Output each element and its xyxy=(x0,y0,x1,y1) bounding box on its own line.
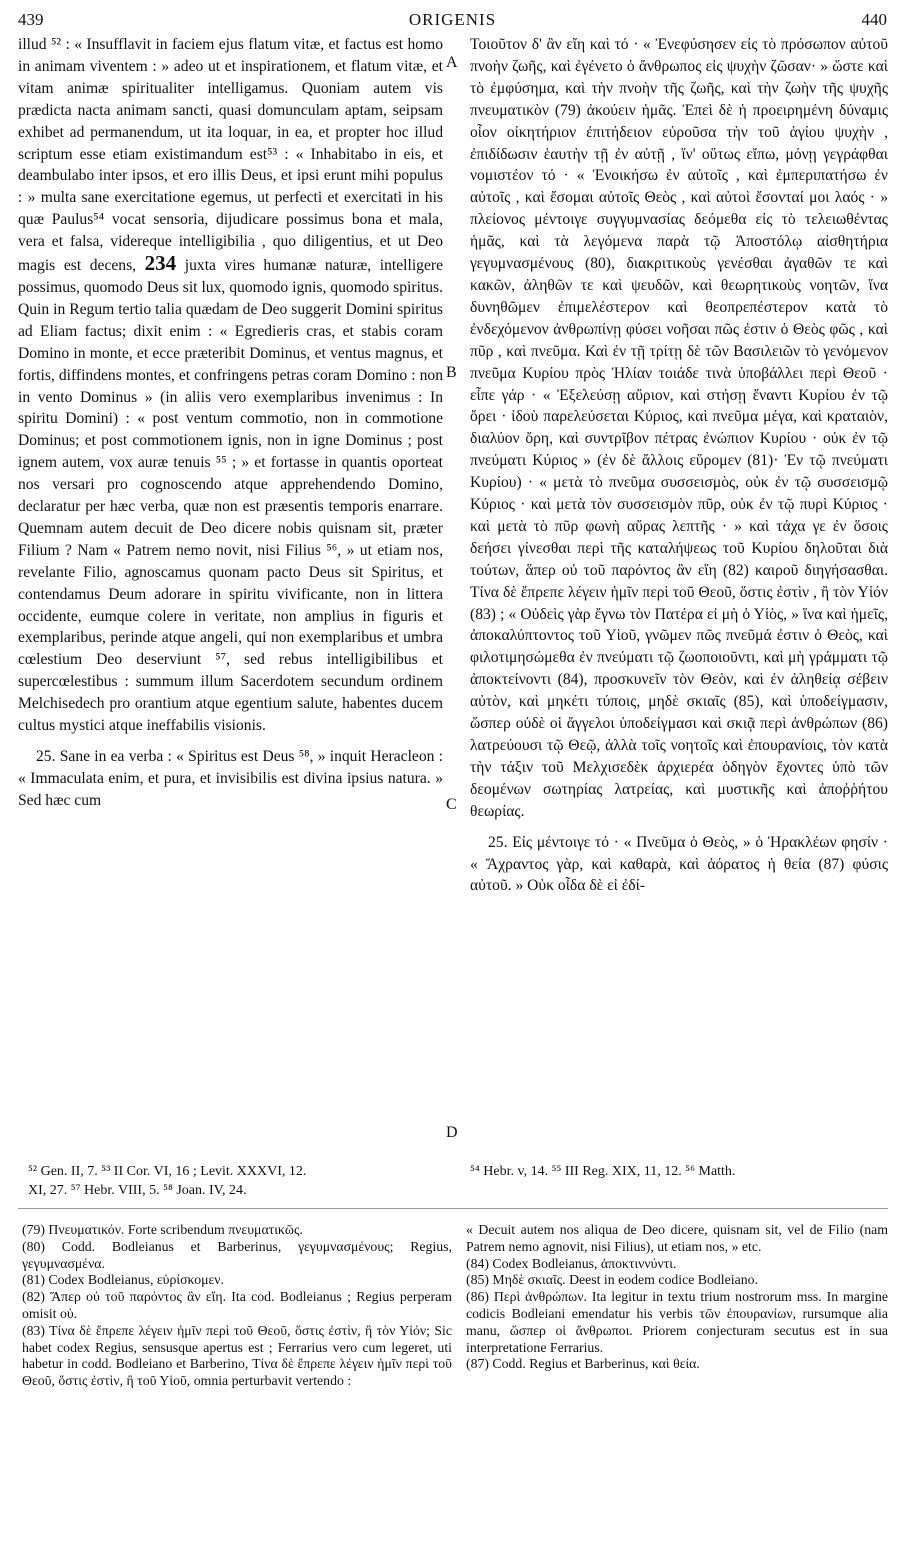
latin-text-continued: juxta vires humanæ naturæ, intelligere possimus, quomodo Deus sit lux, quomodo ignis, quomodo spiritus. Quin in Regum tertio talia quædam de Deo suggerit Domini spiritus ad Eliam factus; dixit enim : « Egredieris cras, et stabis coram Domino in monte, et ecce præteribit Dominus, et ventus magnus, et fortis, diffindens montes, et confringens petras coram Domino : non in vento Dominus » (in aliis vero exemplaribus invenimus : In spiritu Domini) : « post ventum commotio, non in commotione Dominus; et post commotionem ignis, non in igne Dominus ; post ignem autem, vox auræ tenuis ⁵⁵ ; » et fortasse in quantis oporteat nos versari pro cognoscendo atque apprehendendo Domino, declaratur per hæc verba, quæ non est præsentis temporis enarrare. Quemnam autem decuit de Deo dicere nobis quisnam sit, præter Filium ? Nam « Patrem nemo novit, nisi Filius ⁵⁶, » ut etiam nos, revelante Filio, agnoscamus quonam pacto Deus sit Spiritus, et contendamus Deum adorare in spiritu vivificante, non in littera occidente, eumque colere in veritate, non amplius in figuris et exemplaribus, perinde atque angeli, qui non exemplaribus et umbra cœlestium Deo deserviunt ⁵⁷, sed rebus intelligibilibus et supercœlestibus : summum illum Sacerdotem secundum ordinem Melchisedech pro orantium atque egentium salute, habentes ducem cultus mystici atque ineffabilis visionis. xyxy=(18,257,443,735)
latin-paragraph-25: 25. Sane in ea verba : « Spiritus est Deus ⁵⁸, » inquit Heracleon : « Immaculata enim, et pura, et invisibilis est divina ipsius natura. » Sed hæc cum xyxy=(18,748,443,809)
running-header xyxy=(18,10,887,34)
scripture-references-right xyxy=(470,1162,890,1181)
footnote-84: (84) Codex Bodleianus, ἀποκτιννύντι. xyxy=(466,1255,677,1271)
footnote-82: (82) Ἅπερ οὐ τοῦ παρόντος ἂν εἴη. Ita cod. Bodleianus ; Regius perperam omisit οὐ. xyxy=(22,1289,452,1321)
latin-column xyxy=(18,34,443,812)
footnote-80: (80) Codd. Bodleianus et Barberinus, γεγυμνασμένους; Regius, γεγυμνασμένα. xyxy=(22,1238,452,1271)
footnote-81: (81) Codex Bodleianus, εὑρίσκομεν. xyxy=(22,1272,224,1288)
margin-letter-b: B xyxy=(446,364,457,381)
margin-letter-c: C xyxy=(446,796,457,813)
greek-column xyxy=(470,34,888,897)
footnote-79: (79) Πνευματικόν. Forte scribendum πνευματικῶς. xyxy=(22,1222,303,1237)
reference-line: ⁵² Gen. II, 7. ⁵³ II Cor. VI, 16 ; Levit. XXXVI, 12. xyxy=(28,1164,307,1179)
margin-letter-d: D xyxy=(446,1124,458,1141)
footnotes-right xyxy=(466,1222,888,1373)
latin-text: illud ⁵² : « Insufflavit in faciem ejus flatum vitæ, et factus est homo in animam viventem : » adeo ut et inspirationem, et flatum vitæ, et vitam animæ spiritualiter intelligamus. Quoniam autem vis prædicta nacta animam sancti, quasi domunculam aptam, seipsam exhibet ad permanendum, ut ita loquar, in ea, et propter hoc illud scriptum esse etiam existimandum est⁵³ : « Inhabitabo in eis, et deambulabo inter ipsos, et ero illis Deus, et ipsi erunt mihi populus : » multa sane exercitatione egemus, ut perfecti et exercitati in his quæ Paulus⁵⁴ vocat sensoria, dijudicare possimus bona et mala, vera et falsa, videreque intelligibilia , quo diligentius, et ut Deo magis est decens, xyxy=(18,36,443,275)
footnote-divider xyxy=(18,1208,888,1209)
footnote-83-continued: « Decuit autem nos aliqua de Deo dicere, quisnam sit, vel de Filio (nam Patrem nemo agnovit, nisi Filius), ut etiam nos, » etc. xyxy=(466,1222,888,1254)
greek-paragraph-25: 25. Εἰς μέντοιγε τό · « Πνεῦμα ὁ Θεὸς, » ὁ Ἡρακλέων φησίν · « Ἄχραντος γὰρ, καὶ καθαρὰ, καὶ ἀόρατος ἡ θεία (87) φύσις αὐτοῦ. » Οὐκ οἶδα δὲ εἰ ἐδί- xyxy=(470,833,888,895)
footnote-83: (83) Τίνα δὲ ἔπρεπε λέγειν ἡμῖν περὶ τοῦ Θεοῦ, ὅστις ἐστὶν, ἢ τὸν Υἱόν; Sic habet codex Regius, sensusque apertus est ; Ferrarius vero cum legeret, uti habetur in codd. Bodleiano et Barberino, Τίνα δὲ ἔπρεπε λέγειν ἡμῖν περὶ τοῦ Θεοῦ, ὅστις ἐστὶν, ἢ τοῦ Υἱοῦ, omnia perturbavit vertendo : xyxy=(22,1322,452,1389)
page-number-right: 440 xyxy=(861,10,887,29)
footnote-85: (85) Μηδὲ σκιαῖς. Deest in eodem codice Bodleiano. xyxy=(466,1272,758,1288)
running-title: ORIGENIS xyxy=(408,10,497,29)
margin-letter-a: A xyxy=(446,54,458,71)
page-number-left: 439 xyxy=(18,10,44,29)
footnote-86: (86) Περὶ ἀνθρώπων. Ita legitur in textu trium nostrorum mss. In margine codicis Bodleiani emendatur his verbis τῶν ἐπουρανίων, rursumque alia manu, ὥσπερ οἱ ἄνθρωποι. Priorem conjecturam secutus est in sua interpretatione Ferrarius. xyxy=(466,1289,888,1355)
migne-page-number: 234 xyxy=(144,251,177,276)
greek-paragraph: Τοιοῦτον δ' ἂν εἴη καὶ τό · « Ἐνεφύσησεν εἰς τὸ πρόσωπον αὐτοῦ πνοὴν ζωῆς, καὶ ἐγένετο ὁ ἄνθρωπος εἰς ψυχὴν ζῶσαν· » ὥστε καὶ τὸ ἐμφύσημα, καὶ τὴν πνοὴν τῆς ζωῆς, καὶ τὴν ζωὴν τῆς ψυχῆς πνευματικὸν (79) ἀκούειν ἡμᾶς. Ἐπεὶ δὲ ἡ προειρημένη δύναμις οἷον οἰκητήριον ἐπιτήδειον εὑροῦσα τὴν τοῦ ἁγίου ψυχὴν , ἐπιδίδωσιν ἑαυτὴν τῇ ἐν αὐτῇ , ἵν' οὕτως εἴπω, μόνῃ γεγράφθαι νομιστέον τό · « Ἐνοικήσω ἐν αὐτοῖς , καὶ ἐμπεριπατήσω ἐν αὐτοῖς , καὶ ἔσομαι αὐτοῖς Θεὸς , καὶ αὐτοὶ ἔσονταί μοι λαός · » πλείονος μέντοιγε συγγυμνασίας δεόμεθα εἰς τὸ τελειωθέντας ἡμᾶς, καὶ τὰ λεγόμενα παρὰ τῷ Ἀποστόλῳ αἰσθητήρια γεγυμνασμένους (80), διακριτικοὺς γενέσθαι ἀγαθῶν τε καὶ κακῶν, ἀληθῶν τε καὶ ψευδῶν, καὶ θεωρητικοὺς νοητῶν, ἵνα δυνηθῶμεν ἐπιμελέστερον καὶ θεοπρεπέστερον κατὰ τὸ ἐνδεχόμενον ἀνθρωπίνῃ φύσει νοῆσαι πῶς ἐστιν ὁ Θεὸς φῶς , καὶ πῦρ , καὶ πνεῦμα. Καὶ ἐν τῇ τρίτῃ δὲ τῶν Βασιλειῶν τὸ γενόμενον πνεῦμα Κυρίου πρὸς Ἠλίαν τοιάδε τινὰ ὑποβάλλει περὶ Θεοῦ · εἶπε γάρ · « Ἐξελεύσῃ αὔριον, καὶ στήσῃ ἔναντι Κυρίου ἐν τῷ ὄρει · ἰδοὺ παρελεύσεται Κύριος, καὶ πνεῦμα μέγα, καὶ κραταιὸν, διαλύον ὄρη, καὶ συντρῖβον πέτρας ἐνώπιον Κυρίου · οὐκ ἐν τῷ πνεύματι Κύριος » (ἐν δὲ ἄλλοις εὕρομεν (81)· Ἐν τῷ πνεύματι Κυρίου) · « μετὰ τὸ πνεῦμα συσσεισμὸς, οὐκ ἐν τῷ συσσεισμῷ Κύριος · καὶ μετὰ τὸν συσσεισμὸν πῦρ, οὐκ ἐν τῷ πυρὶ Κύριος · καὶ μετὰ τὸ πῦρ φωνὴ αὔρας λεπτῆς · » καὶ τάχα γε ἐν ὅσοις δεήσει γίνεσθαι περὶ τῆς καταλήψεως τοῦ Κυρίου δηλοῦται διὰ τούτων, ἅπερ οὐ τοῦ παρόντος ἂν εἴη (82) καιροῦ διηγήσασθαι. Τίνα δὲ ἔπρεπε λέγειν ἡμῖν περὶ τοῦ Θεοῦ, ὅστις ἐστὶν , ἢ τὸν Υἱόν (83) ; « Οὐδεὶς γὰρ ἔγνω τὸν Πατέρα εἰ μὴ ὁ Υἱὸς, » ἵνα καὶ ἡμεῖς, ἀποκαλύπτοντος τοῦ Υἱοῦ, γνῶμεν πῶς πνεῦμά ἐστιν ὁ Θεὸς, καὶ φιλοτιμησώμεθα ἐν πνεύματι τῷ ζωοποιοῦντι, καὶ μὴ γράμματι τῷ ἀποκτείνοντι (84), προσκυνεῖν τὸν Θεὸν, καὶ ἐν ἀληθείᾳ σέβειν αὐτὸν, καὶ μηκέτι τύποις, μηδὲ σκιαῖς (85), καὶ ὑποδείγμασιν, ὥσπερ οὐδὲ οἱ ἄγγελοι ὑποδείγμασι καὶ σκιᾷ περὶ ἀνθρώπων (86) λατρεύουσι τῷ Θεῷ, ἀλλὰ τοῖς νοητοῖς καὶ ἐπουρανίοις, τὸν κατὰ τὴν τάξιν τοῦ Μελχισεδὲκ ἀρχιερέα ὁδηγὸν ἔχοντες ὑπὸ τῶν δεομένων σωτηρίας λατρείας, καὶ μυστικῆς καὶ ἀποῤῥήτου θεωρίας. xyxy=(470,36,888,820)
scripture-references-left xyxy=(28,1162,448,1200)
latin-paragraph xyxy=(18,34,443,737)
footnote-87: (87) Codd. Regius et Barberinus, καὶ θεία. xyxy=(466,1356,700,1372)
footnotes-left xyxy=(22,1222,452,1390)
reference-line: ⁵⁴ Hebr. v, 14. ⁵⁵ III Reg. XIX, 11, 12. ⁵⁶ Matth. xyxy=(470,1164,736,1179)
reference-line: XI, 27. ⁵⁷ Hebr. VIII, 5. ⁵⁸ Joan. IV, 24. xyxy=(28,1183,247,1198)
